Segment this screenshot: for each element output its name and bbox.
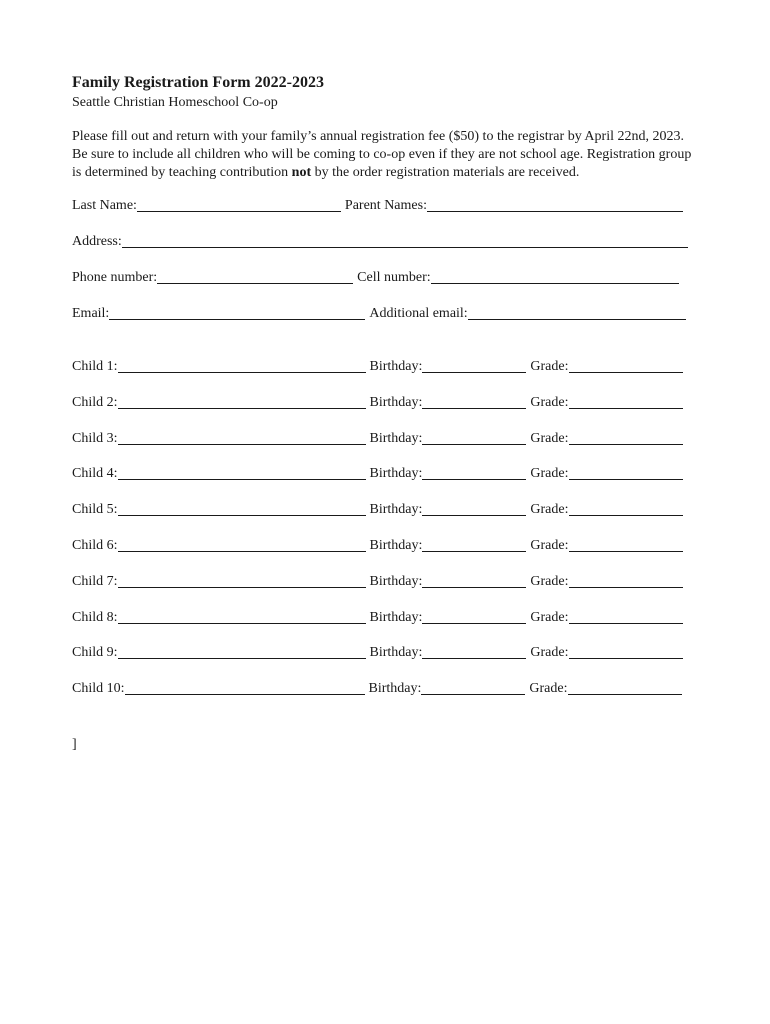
grade-field[interactable] (569, 646, 683, 659)
additional-email-field[interactable] (468, 307, 686, 320)
birthday-label: Birthday: (369, 609, 423, 625)
birthday-field[interactable] (422, 360, 526, 373)
grade-field[interactable] (569, 503, 683, 516)
birthday-field[interactable] (422, 575, 526, 588)
cell-number-label: Cell number: (357, 270, 431, 285)
child-name-field[interactable] (118, 360, 366, 373)
grade-label: Grade: (530, 502, 569, 518)
birthday-label: Birthday: (369, 466, 423, 482)
form-instructions (72, 128, 702, 182)
child-label: Child 6: (72, 537, 118, 553)
registration-form-page (72, 72, 712, 754)
birthday-field[interactable] (422, 467, 526, 480)
phone-number-field[interactable] (157, 271, 353, 284)
child-label: Child 9: (72, 645, 118, 661)
child-label: Child 5: (72, 502, 118, 518)
email-field[interactable] (109, 307, 365, 320)
address-label: Address: (72, 234, 122, 249)
birthday-field[interactable] (422, 432, 526, 445)
grade-field[interactable] (569, 575, 683, 588)
child-label: Child 4: (72, 466, 118, 482)
cell-number-field[interactable] (431, 271, 679, 284)
birthday-label: Birthday: (369, 359, 423, 374)
birthday-field[interactable] (422, 646, 526, 659)
form-subtitle: Seattle Christian Homeschool Co-op (72, 95, 278, 110)
children-section (72, 358, 712, 698)
parent-names-label: Parent Names: (344, 198, 427, 213)
instructions-text-1: Please fill out and return with your family’s annual registration fee ($50) to the registrar by April 22nd, 2023. Be sure to include all children who will be coming to co-op even if they are not school age. Registration group is determined by teaching contribution (72, 129, 692, 180)
last-name-label: Last Name: (72, 198, 137, 213)
last-name-field[interactable] (137, 199, 341, 212)
form-title: Family Registration Form 2022-2023 (72, 74, 324, 91)
birthday-label: Birthday: (369, 394, 423, 410)
address-field[interactable] (122, 235, 688, 248)
grade-label: Grade: (530, 394, 569, 410)
child-row (72, 501, 712, 519)
child-row (72, 573, 712, 591)
child-name-field[interactable] (118, 611, 366, 624)
child-row (72, 537, 712, 555)
grade-field[interactable] (569, 432, 683, 445)
child-row (72, 680, 712, 698)
grade-field[interactable] (569, 611, 683, 624)
child-name-field[interactable] (125, 682, 365, 695)
grade-field[interactable] (569, 360, 683, 373)
birthday-label: Birthday: (369, 537, 423, 553)
birthday-label: Birthday: (369, 430, 423, 446)
grade-label: Grade: (530, 645, 569, 661)
child-row (72, 644, 712, 662)
birthday-field[interactable] (421, 682, 525, 695)
child-label: Child 2: (72, 394, 118, 410)
phone-cell-row (72, 269, 712, 287)
additional-email-label: Additional email: (369, 306, 468, 321)
child-name-field[interactable] (118, 432, 366, 445)
child-name-field[interactable] (118, 539, 366, 552)
child-row (72, 609, 712, 627)
grade-label: Grade: (530, 609, 569, 625)
child-label: Child 3: (72, 430, 118, 446)
birthday-label: Birthday: (369, 573, 423, 589)
birthday-field[interactable] (422, 539, 526, 552)
instructions-text-2: by the order registration materials are received. (311, 165, 580, 180)
email-row (72, 305, 712, 323)
birthday-field[interactable] (422, 396, 526, 409)
phone-number-label: Phone number: (72, 270, 158, 285)
grade-field[interactable] (568, 682, 682, 695)
address-row (72, 233, 712, 251)
child-row (72, 465, 712, 483)
grade-label: Grade: (530, 466, 569, 482)
child-label: Child 10: (72, 681, 125, 697)
grade-field[interactable] (569, 396, 683, 409)
child-name-field[interactable] (118, 467, 366, 480)
birthday-label: Birthday: (369, 645, 423, 661)
stray-bracket: ] (72, 737, 77, 753)
grade-label: Grade: (530, 537, 569, 553)
grade-field[interactable] (569, 467, 683, 480)
instructions-emphasis: not (291, 165, 312, 180)
child-row (72, 430, 712, 448)
child-name-field[interactable] (118, 396, 366, 409)
child-label: Child 8: (72, 609, 118, 625)
birthday-label: Birthday: (369, 502, 423, 518)
child-label: Child 7: (72, 573, 118, 589)
birthday-field[interactable] (422, 503, 526, 516)
grade-label: Grade: (530, 573, 569, 589)
grade-label: Grade: (530, 359, 569, 374)
email-label: Email: (72, 306, 110, 321)
grade-label: Grade: (529, 681, 568, 697)
child-row (72, 358, 712, 376)
child-name-field[interactable] (118, 646, 366, 659)
child-name-field[interactable] (118, 503, 366, 516)
parent-names-field[interactable] (427, 199, 683, 212)
grade-label: Grade: (530, 430, 569, 446)
birthday-field[interactable] (422, 611, 526, 624)
grade-field[interactable] (569, 539, 683, 552)
child-row (72, 394, 712, 412)
last-name-parent-names-row (72, 197, 712, 215)
child-name-field[interactable] (118, 575, 366, 588)
child-label: Child 1: (72, 359, 118, 374)
birthday-label: Birthday: (368, 681, 422, 697)
